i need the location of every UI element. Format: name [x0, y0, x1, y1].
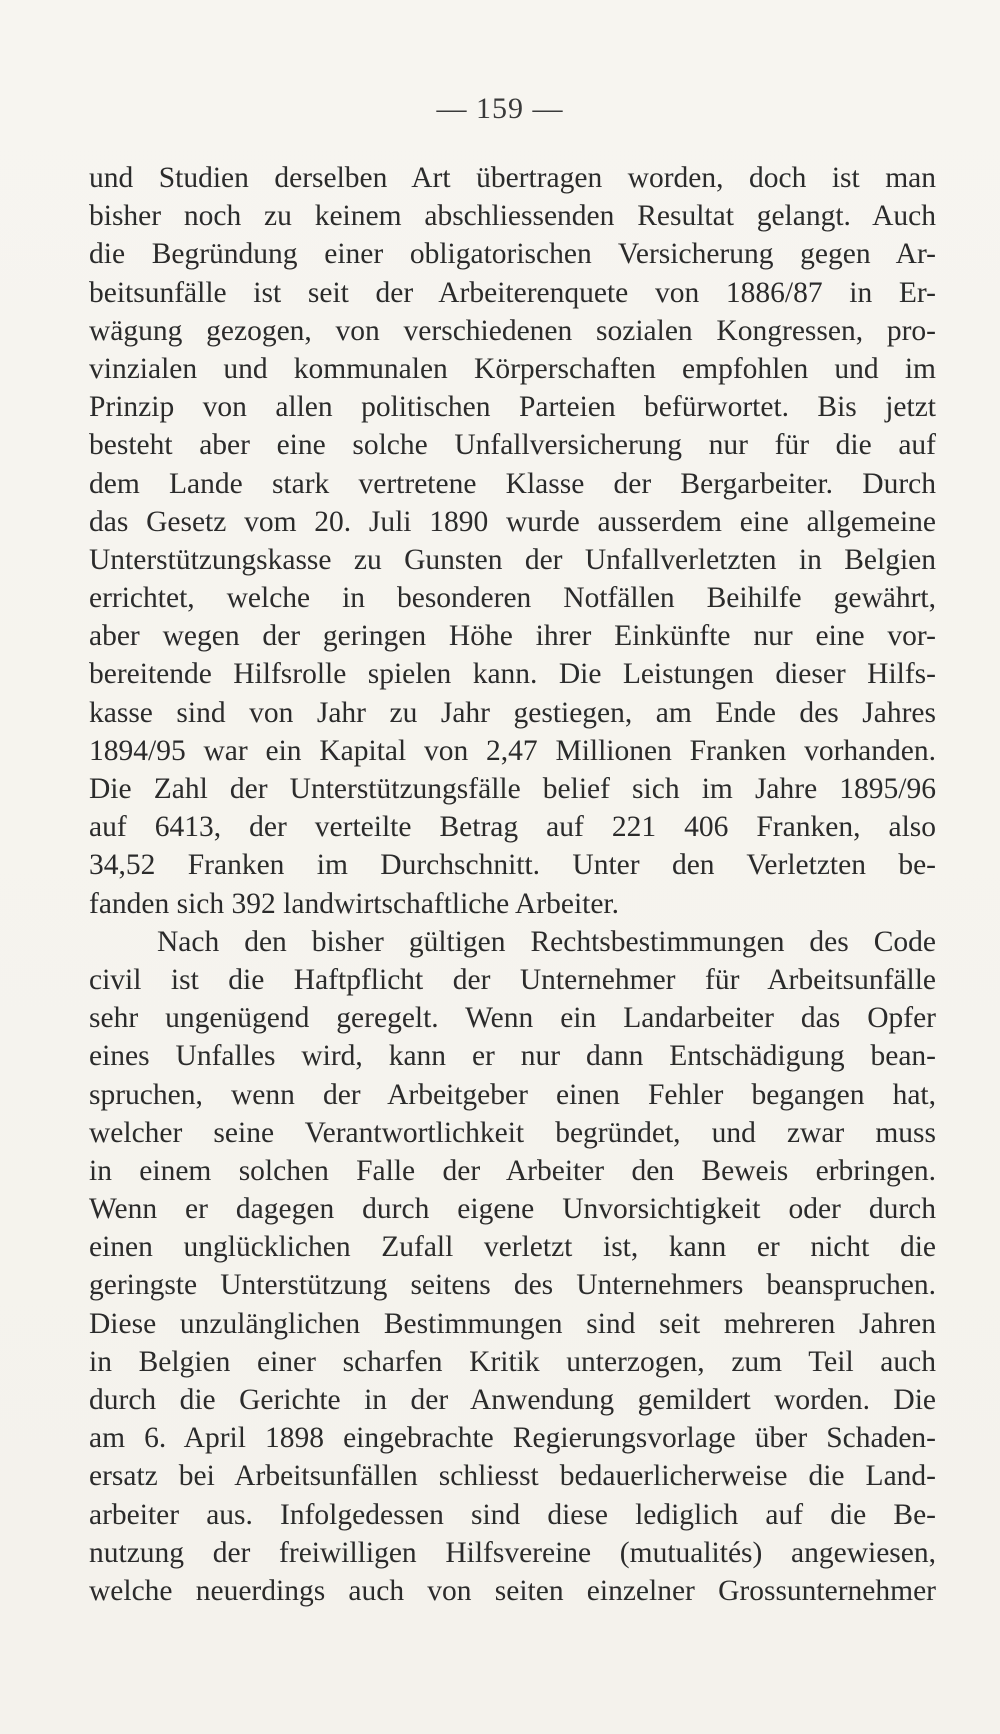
- text-line: 1894/95 war ein Kapital von 2,47 Millionen Franken vorhanden.: [89, 734, 936, 767]
- text-line: vinzialen und kommunalen Körperschaften empfohlen und im: [89, 352, 936, 385]
- text-line: Wenn er dagegen durch eigene Unvorsichtigkeit oder durch: [89, 1193, 936, 1226]
- text-line: civil ist die Haftpflicht der Unternehmer für Arbeitsunfälle: [89, 963, 936, 996]
- text-line: 34,52 Franken im Durchschnitt. Unter den Verletzten be-: [89, 849, 936, 882]
- paragraph-last-line: fanden sich 392 landwirtschaftliche Arbeiter.: [89, 887, 620, 920]
- text-line: kasse sind von Jahr zu Jahr gestiegen, am Ende des Jahres: [89, 696, 936, 729]
- text-line: dem Lande stark vertretene Klasse der Bergarbeiter. Durch: [89, 467, 936, 500]
- text-line: ersatz bei Arbeitsunfällen schliesst bedauerlicherweise die Land-: [89, 1460, 936, 1493]
- text-line: durch die Gerichte in der Anwendung gemildert worden. Die: [89, 1384, 936, 1416]
- body-text: [89, 159, 936, 1610]
- text-line: in einem solchen Falle der Arbeiter den Beweis erbringen.: [89, 1154, 936, 1187]
- text-line: wägung gezogen, von verschiedenen sozialen Kongressen, pro-: [89, 314, 936, 347]
- text-line: Prinzip von allen politischen Parteien befürwortet. Bis jetzt: [89, 391, 936, 424]
- text-line: sehr ungenügend geregelt. Wenn ein Landarbeiter das Opfer: [89, 1002, 936, 1035]
- text-line: in Belgien einer scharfen Kritik unterzogen, zum Teil auch: [89, 1345, 936, 1378]
- text-line: beitsunfälle ist seit der Arbeiterenquete von 1886/87 in Er-: [89, 276, 936, 309]
- text-line: welche neuerdings auch von seiten einzelner Grossunternehmer: [89, 1574, 936, 1607]
- text-line: arbeiter aus. Infolgedessen sind diese lediglich auf die Be-: [89, 1498, 936, 1531]
- text-line: besteht aber eine solche Unfallversicherung nur für die auf: [89, 429, 936, 462]
- text-line: eines Unfalles wird, kann er nur dann Entschädigung bean-: [89, 1040, 936, 1073]
- text-line: am 6. April 1898 eingebrachte Regierungsvorlage über Schaden-: [89, 1422, 936, 1455]
- text-line: errichtet, welche in besonderen Notfällen Beihilfe gewährt,: [89, 582, 936, 615]
- text-line: und Studien derselben Art übertragen worden, doch ist man: [89, 162, 936, 194]
- text-line: Unterstützungskasse zu Gunsten der Unfallverletzten in Belgien: [89, 543, 936, 576]
- text-line: Diese unzulänglichen Bestimmungen sind seit mehreren Jahren: [89, 1307, 936, 1340]
- text-line: auf 6413, der verteilte Betrag auf 221 406 Franken, also: [89, 811, 936, 844]
- text-line: aber wegen der geringen Höhe ihrer Einkünfte nur eine vor-: [89, 620, 936, 653]
- text-line: einen unglücklichen Zufall verletzt ist, kann er nicht die: [89, 1231, 936, 1264]
- text-line: nutzung der freiwilligen Hilfsvereine (mutualités) angewiesen,: [89, 1536, 936, 1569]
- text-line: bisher noch zu keinem abschliessenden Resultat gelangt. Auch: [89, 200, 936, 233]
- text-line: spruchen, wenn der Arbeitgeber einen Fehler begangen hat,: [89, 1078, 936, 1111]
- text-line: geringste Unterstützung seitens des Unternehmers beanspruchen.: [89, 1269, 936, 1302]
- text-line: Die Zahl der Unterstützungsfälle belief sich im Jahre 1895/96: [89, 773, 936, 805]
- text-line: welcher seine Verantwortlichkeit begründet, und zwar muss: [89, 1116, 936, 1149]
- paragraph-first-line: Nach den bisher gültigen Rechtsbestimmungen des Code: [157, 925, 936, 958]
- text-line: das Gesetz vom 20. Juli 1890 wurde ausserdem eine allgemeine: [89, 505, 936, 538]
- page-number: — 159 —: [436, 92, 564, 125]
- text-line: bereitende Hilfsrolle spielen kann. Die Leistungen dieser Hilfs-: [89, 658, 936, 691]
- text-line: die Begründung einer obligatorischen Versicherung gegen Ar-: [89, 238, 936, 271]
